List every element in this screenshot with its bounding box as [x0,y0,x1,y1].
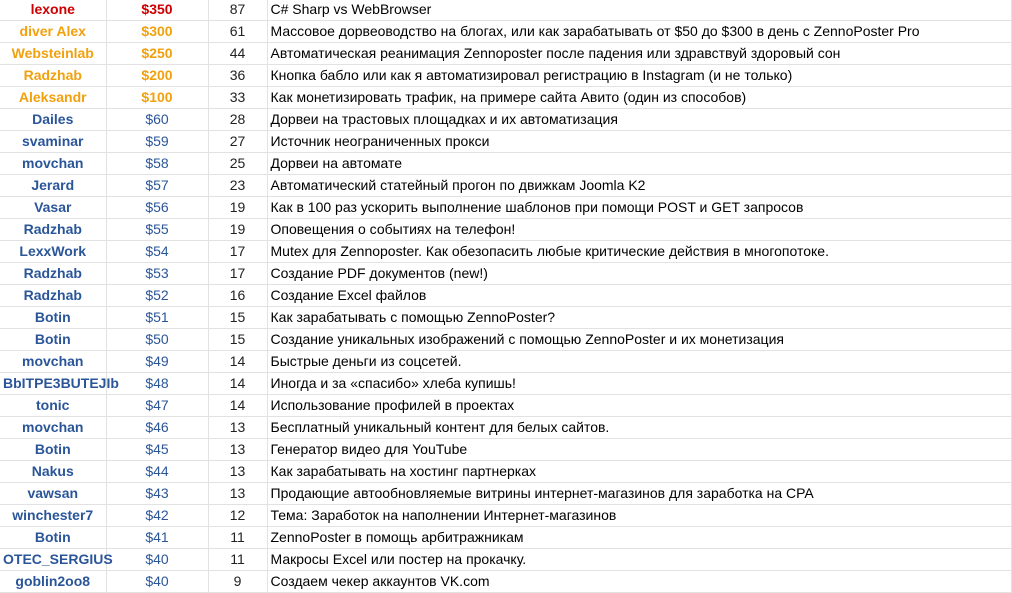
votes-cell[interactable]: 17 [208,241,267,263]
table-row [0,439,1011,461]
author-cell[interactable]: winchester7 [0,505,106,527]
author-cell[interactable]: Botin [0,307,106,329]
table-row [0,175,1011,197]
votes-cell[interactable]: 11 [208,527,267,549]
votes-cell[interactable]: 13 [208,417,267,439]
article-title-cell[interactable]: Использование профилей в проектах [267,395,1011,417]
votes-cell[interactable]: 14 [208,373,267,395]
article-title-cell[interactable]: Создание Excel файлов [267,285,1011,307]
article-title-cell[interactable]: Генератор видео для YouTube [267,439,1011,461]
prize-cell[interactable]: $60 [106,109,208,131]
prize-cell[interactable]: $48 [106,373,208,395]
votes-cell[interactable]: 13 [208,461,267,483]
prize-cell[interactable]: $53 [106,263,208,285]
article-title-cell[interactable]: Автоматическая реанимация Zennoposter после падения или здравствуй здоровый сон [267,43,1011,65]
article-title-cell[interactable]: Кнопка бабло или как я автоматизировал регистрацию в Instagram (и не только) [267,65,1011,87]
table-row [0,131,1011,153]
table-row [0,0,1011,21]
article-title-cell[interactable]: Тема: Заработок на наполнении Интернет-магазинов [267,505,1011,527]
prize-cell[interactable]: $45 [106,439,208,461]
table-row [0,483,1011,505]
prize-cell[interactable]: $46 [106,417,208,439]
author-cell[interactable]: movchan [0,351,106,373]
author-cell[interactable]: vawsan [0,483,106,505]
prize-cell[interactable]: $100 [106,87,208,109]
prize-cell[interactable]: $40 [106,549,208,571]
article-title-cell[interactable]: Mutex для Zennoposter. Как обезопасить любые критические действия в многопотоке. [267,241,1011,263]
article-title-cell[interactable]: Как монетизировать трафик, на примере сайта Авито (один из способов) [267,87,1011,109]
votes-cell[interactable]: 87 [208,0,267,21]
author-cell[interactable]: Botin [0,329,106,351]
votes-cell[interactable]: 23 [208,175,267,197]
votes-cell[interactable]: 17 [208,263,267,285]
author-cell[interactable]: Radzhab [0,285,106,307]
author-cell[interactable]: diver Alex [0,21,106,43]
table-row [0,527,1011,549]
article-title-cell[interactable]: Создаем чекер аккаунтов VK.com [267,571,1011,593]
prize-cell[interactable]: $300 [106,21,208,43]
article-title-cell[interactable]: Автоматический статейный прогон по движкам Joomla K2 [267,175,1011,197]
author-cell[interactable]: Aleksandr [0,87,106,109]
table-row [0,461,1011,483]
author-cell[interactable]: Radzhab [0,65,106,87]
author-cell[interactable]: Nakus [0,461,106,483]
table-row [0,43,1011,65]
prize-cell[interactable]: $250 [106,43,208,65]
prize-cell[interactable]: $40 [106,571,208,593]
table-row [0,373,1011,395]
prize-cell[interactable]: $44 [106,461,208,483]
votes-cell[interactable]: 12 [208,505,267,527]
author-cell[interactable]: Jerard [0,175,106,197]
votes-cell[interactable]: 13 [208,439,267,461]
votes-cell[interactable]: 44 [208,43,267,65]
article-title-cell[interactable]: Бесплатный уникальный контент для белых сайтов. [267,417,1011,439]
votes-cell[interactable]: 15 [208,329,267,351]
votes-cell[interactable]: 61 [208,21,267,43]
table-row [0,395,1011,417]
prize-cell[interactable]: $47 [106,395,208,417]
author-cell[interactable]: Botin [0,439,106,461]
prize-cell[interactable]: $43 [106,483,208,505]
author-cell[interactable]: goblin2oo8 [0,571,106,593]
table-row [0,263,1011,285]
table-row [0,109,1011,131]
table-row [0,87,1011,109]
votes-cell[interactable]: 28 [208,109,267,131]
votes-cell[interactable]: 9 [208,571,267,593]
votes-cell[interactable]: 15 [208,307,267,329]
table-row [0,307,1011,329]
prize-cell[interactable]: $54 [106,241,208,263]
prize-cell[interactable]: $55 [106,219,208,241]
article-title-cell[interactable]: Дорвеи на трастовых площадках и их автоматизация [267,109,1011,131]
prize-cell[interactable]: $42 [106,505,208,527]
article-title-cell[interactable]: Дорвеи на автомате [267,153,1011,175]
prize-cell[interactable]: $200 [106,65,208,87]
author-cell[interactable]: LexxWork [0,241,106,263]
prize-cell[interactable]: $56 [106,197,208,219]
article-title-cell[interactable]: Быстрые деньги из соцсетей. [267,351,1011,373]
prize-cell[interactable]: $50 [106,329,208,351]
table-row [0,329,1011,351]
votes-cell[interactable]: 33 [208,87,267,109]
table-row [0,505,1011,527]
article-title-cell[interactable]: Как в 100 раз ускорить выполнение шаблонов при помощи POST и GET запросов [267,197,1011,219]
table-row [0,219,1011,241]
article-title-cell[interactable]: Создание уникальных изображений с помощью ZennoPoster и их монетизация [267,329,1011,351]
prize-cell[interactable]: $58 [106,153,208,175]
article-title-cell[interactable]: ZennoPoster в помощь арбитражникам [267,527,1011,549]
author-cell[interactable]: svaminar [0,131,106,153]
prize-cell[interactable]: $51 [106,307,208,329]
votes-cell[interactable]: 13 [208,483,267,505]
article-title-cell[interactable]: Макросы Excel или постер на прокачку. [267,549,1011,571]
votes-cell[interactable]: 14 [208,351,267,373]
article-title-cell[interactable]: C# Sharp vs WebBrowser [267,0,1011,21]
article-title-cell[interactable]: Продающие автообновляемые витрины интернет-магазинов для заработка на CPA [267,483,1011,505]
table-row [0,571,1011,593]
author-cell[interactable]: lexone [0,0,106,21]
author-cell[interactable]: Websteinlab [0,43,106,65]
author-cell[interactable]: Vasar [0,197,106,219]
table-row [0,65,1011,87]
votes-cell[interactable]: 19 [208,197,267,219]
votes-cell[interactable]: 25 [208,153,267,175]
prize-cell[interactable]: $49 [106,351,208,373]
table-row [0,549,1011,571]
votes-cell[interactable]: 19 [208,219,267,241]
votes-cell[interactable]: 36 [208,65,267,87]
votes-cell[interactable]: 14 [208,395,267,417]
prize-cell[interactable]: $59 [106,131,208,153]
article-title-cell[interactable]: Иногда и за «спасибо» хлеба купишь! [267,373,1011,395]
author-cell[interactable]: Radzhab [0,219,106,241]
prize-cell[interactable]: $57 [106,175,208,197]
votes-cell[interactable]: 27 [208,131,267,153]
author-cell[interactable]: Botin [0,527,106,549]
author-cell[interactable]: tonic [0,395,106,417]
prize-cell[interactable]: $350 [106,0,208,21]
table-row [0,21,1011,43]
prize-cell[interactable]: $52 [106,285,208,307]
votes-cell[interactable]: 16 [208,285,267,307]
author-cell[interactable]: OTEC_SERGIUS [0,549,106,571]
article-title-cell[interactable]: Как зарабатывать с помощью ZennoPoster? [267,307,1011,329]
author-cell[interactable]: movchan [0,417,106,439]
table-row [0,241,1011,263]
author-cell[interactable]: Radzhab [0,263,106,285]
article-title-cell[interactable]: Источник неограниченных прокси [267,131,1011,153]
author-cell[interactable]: Dailes [0,109,106,131]
table-row [0,285,1011,307]
author-cell[interactable]: movchan [0,153,106,175]
table-row [0,153,1011,175]
author-cell[interactable]: BbITPE3BUTEJIb [0,373,106,395]
article-title-cell[interactable]: Массовое дорвеоводство на блогах, или как зарабатывать от $50 до $300 в день с ZennoPoster Pro [267,21,1011,43]
table-row [0,197,1011,219]
table-row [0,417,1011,439]
article-title-cell[interactable]: Как зарабатывать на хостинг партнерках [267,461,1011,483]
prize-cell[interactable]: $41 [106,527,208,549]
votes-cell[interactable]: 11 [208,549,267,571]
table-row [0,351,1011,373]
article-title-cell[interactable]: Создание PDF документов (new!) [267,263,1011,285]
article-title-cell[interactable]: Оповещения о событиях на телефон! [267,219,1011,241]
